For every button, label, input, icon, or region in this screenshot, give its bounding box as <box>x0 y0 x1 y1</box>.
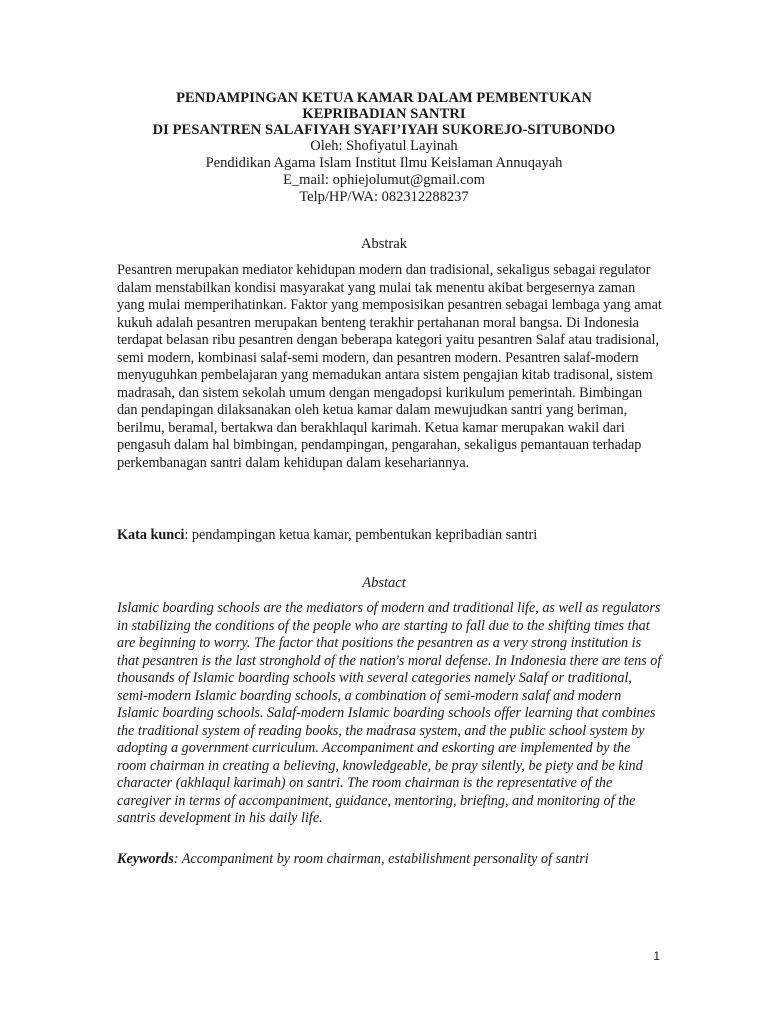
abstract-en-body: Islamic boarding schools are the mediators of modern and traditional life, as well as regulators in stabilizing the conditions of the people who are starting to fall due to the shifting times that are beginning to worry. The factor that positions the pesantren as a very strong institution is that pesantren is the last stronghold of the nation's moral defense. In Indonesia there are tens of thousands of Islamic boarding schools with several categories namely Salaf or traditional, semi-modern Islamic boarding schools, a combination of semi-modern salaf and modern Islamic boarding schools. Salaf-modern Islamic boarding schools offer learning that combines the traditional system of reading books, the madrasa system, and the public school system by adopting a government curriculum. Accompaniment and eskorting are implemented by the room chairman in creating a believing, knowledgeable, be pray silently, be piety and be kind character (akhlaqul karimah) on santri. The room chairman is the representative of the caregiver in terms of accompaniment, guidance, mentoring, briefing, and monitoring of the santris development in his daily life. <box>117 600 662 826</box>
abstract-id-heading: Abstrak <box>361 236 407 252</box>
title-line-2: KEPRIBADIAN SANTRI <box>302 106 466 122</box>
author-email: E_mail: ophiejolumut@gmail.com <box>283 172 485 188</box>
abstract-en-heading: Abstact <box>362 575 406 591</box>
page-number: 1 <box>653 949 660 963</box>
author-phone: Telp/HP/WA: 082312288237 <box>299 189 469 205</box>
title-line-1: PENDAMPINGAN KETUA KAMAR DALAM PEMBENTUKAN <box>176 90 592 106</box>
keywords-en <box>117 851 677 868</box>
title-line-3: DI PESANTREN SALAFIYAH SYAFI’IYAH SUKOREJO-SITUBONDO <box>152 122 616 138</box>
author-affiliation: Pendidikan Agama Islam Institut Ilmu Keislaman Annuqayah <box>205 155 563 171</box>
author-name: Oleh: Shofiyatul Layinah <box>310 138 458 154</box>
keywords-id-label: Kata kunci <box>117 527 185 543</box>
keywords-en-text: : Accompaniment by room chairman, estabilishment personality of santri <box>173 851 589 867</box>
keywords-id <box>117 527 677 544</box>
abstract-id-body: Pesantren merupakan mediator kehidupan modern dan tradisional, sekaligus sebagai regulator dalam menstabilkan kondisi masyarakat yang mulai tak menentu akibat bergesernya zaman yang mulai memperihatinkan. Faktor yang memposisikan pesantren sebagai lembaga yang amat kukuh adalah pesantren merupakan benteng terakhir pertahanan moral bangsa. Di Indonesia terdapat belasan ribu pesantren dengan beberapa kategori yaitu pesantren Salaf atau tradisional, semi modern, kombinasi salaf-semi modern, dan pesantren modern. Pesantren salaf-modern menyuguhkan pembelajaran yang memadukan antara sistem pengajian kitab tradisonal, sistem madrasah, dan sistem sekolah umum dengan mengadopsi kurikulum pemerintah. Bimbingan dan pendapingan dilaksanakan oleh ketua kamar dalam mewujudkan santri yang beriman, berilmu, beramal, bertakwa dan berakhlaqul karimah. Ketua kamar merupakan wakil dari pengasuh dalam hal bimbingan, pendampingan, pengarahan, sekaligus pemantauan terhadap perkembanagan santri dalam kehidupan dalam kesehariannya. <box>117 262 662 471</box>
keywords-en-label: Keywords <box>117 851 174 867</box>
keywords-id-text: : pendampingan ketua kamar, pembentukan kepribadian santri <box>184 527 538 543</box>
